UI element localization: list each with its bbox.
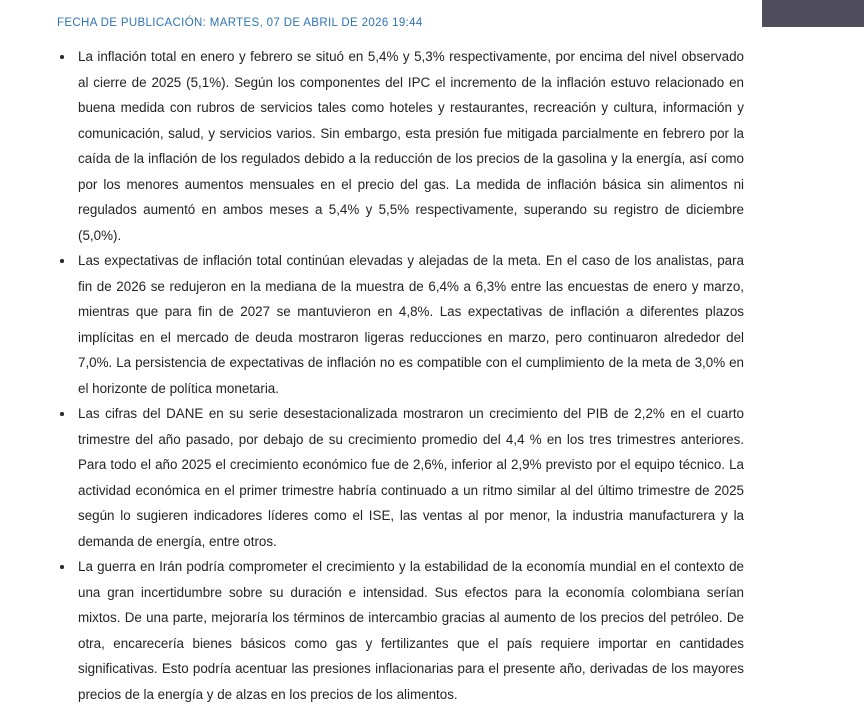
header-accent-block	[762, 0, 864, 27]
top-bar	[0, 0, 864, 44]
list-item	[0, 554, 864, 707]
document-content	[0, 44, 864, 707]
list-item-text: La inflación total en enero y febrero se situó en 5,4% y 5,3% respectivamente, por encima del nivel observado al cierre de 2025 (5,1%). Según los componentes del IPC el incremento de la inflación estuvo relacionado en buena medida con rubros de servicios tales como hoteles y restaurantes, recreación y cultura, información y comunicación, salud, y servicios varios. Sin embargo, esta presión fue mitigada parcialmente en febrero por la caída de la inflación de los regulados debido a la reducción de los precios de la gasolina y la energía, así como por los menores aumentos mensuales en el precio del gas. La medida de inflación básica sin alimentos ni regulados aumentó en ambos meses a 5,4% y 5,5% respectivamente, superando su registro de diciembre (5,0%).	[78, 49, 744, 243]
list-item-text: Las cifras del DANE en su serie desestacionalizada mostraron un crecimiento del PIB de 2,2% en el cuarto trimestre del año pasado, por debajo de su crecimiento promedio del 4,4 % en los tres trimestres anteriores. Para todo el año 2025 el crecimiento económico fue de 2,6%, inferior al 2,9% previsto por el equipo técnico. La actividad económica en el primer trimestre habría continuado a un ritmo similar al del último trimestre de 2025 según lo sugieren indicadores líderes como el ISE, las ventas al por menor, la industria manufacturera y la demanda de energía, entre otros.	[78, 406, 744, 549]
list-item-text: La guerra en Irán podría comprometer el crecimiento y la estabilidad de la economía mundial en el contexto de una gran incertidumbre sobre su duración e intensidad. Sus efectos para la economía colombiana serían mixtos. De una parte, mejoraría los términos de intercambio gracias al aumento de los precios del petróleo. De otra, encarecería bienes básicos como gas y fertilizantes que el país requiere importar en cantidades significativas. Esto podría acentuar las presiones inflacionarias para el presente año, derivadas de los mayores precios de la energía y de alzas en los precios de los alimentos.	[78, 559, 744, 702]
bullet-list	[0, 44, 864, 707]
list-item-text: Las expectativas de inflación total continúan elevadas y alejadas de la meta. En el caso de los analistas, para fin de 2026 se redujeron en la mediana de la muestra de 6,4% a 6,3% entre las encuestas de enero y marzo, mientras que para fin de 2027 se mantuvieron en 4,8%. Las expectativas de inflación a diferentes plazos implícitas en el mercado de deuda mostraron ligeras reducciones en marzo, pero continuaron alrededor del 7,0%. La persistencia de expectativas de inflación no es compatible con el cumplimiento de la meta de 3,0% en el horizonte de política monetaria.	[78, 253, 744, 396]
list-item	[0, 401, 864, 554]
list-item	[0, 248, 864, 401]
list-item	[0, 44, 864, 248]
publish-date: FECHA DE PUBLICACIÓN: MARTES, 07 DE ABRIL DE 2026 19:44	[57, 17, 423, 29]
